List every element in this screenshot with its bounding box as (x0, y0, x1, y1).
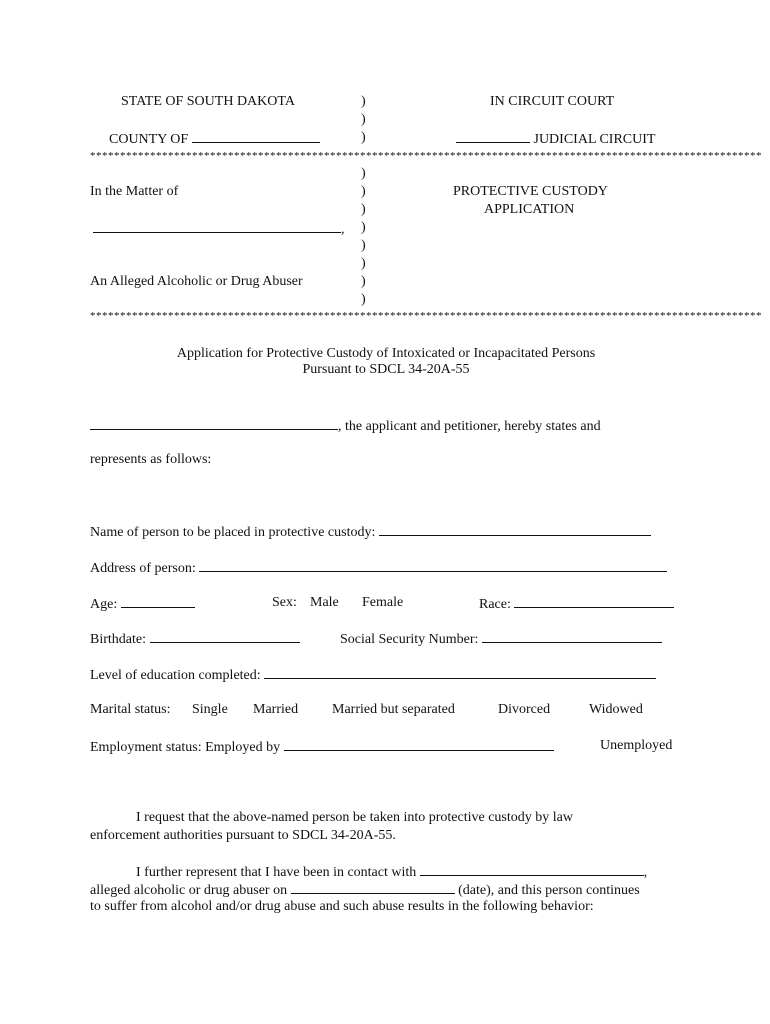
contact-paragraph-line1 (136, 863, 647, 881)
marital-status-label: Marital status: (90, 702, 171, 717)
contact-text: I further represent that I have been in contact with (136, 865, 417, 880)
paren: ) (361, 292, 366, 307)
applicant-line (90, 417, 601, 435)
county-label: COUNTY OF (109, 132, 189, 147)
form-title-line2: APPLICATION (484, 202, 575, 217)
ssn-row (340, 630, 662, 648)
applicant-name-blank[interactable] (90, 417, 338, 430)
court-label: IN CIRCUIT COURT (490, 94, 615, 109)
request-paragraph-line2: enforcement authorities pursuant to SDCL 34-20A-55. (90, 828, 396, 843)
alleged-abuser-label: An Alleged Alcoholic or Drug Abuser (90, 274, 303, 289)
comma: , (643, 865, 648, 880)
person-name-blank[interactable] (379, 523, 651, 536)
comma: , (341, 222, 345, 237)
marital-option-divorced[interactable]: Divorced (498, 702, 551, 717)
state-label: STATE OF SOUTH DAKOTA (121, 94, 295, 109)
birthdate-label: Birthdate: (90, 632, 146, 647)
application-heading-line1: Application for Protective Custody of Intoxicated or Incapacitated Persons (176, 346, 596, 361)
contact-date-suffix: (date), and this person continues (458, 883, 640, 898)
employer-blank[interactable] (284, 738, 554, 751)
paren: ) (361, 202, 366, 217)
employment-row (90, 738, 554, 756)
county-line (109, 130, 320, 148)
person-name-row (90, 523, 651, 541)
person-name-label: Name of person to be placed in protective custody: (90, 525, 376, 540)
ssn-label: Social Security Number: (340, 632, 479, 647)
paren: ) (361, 238, 366, 253)
age-blank[interactable] (121, 595, 195, 608)
paren: ) (361, 94, 366, 109)
age-row (90, 595, 195, 613)
represents-text: represents as follows: (90, 452, 212, 467)
contact-date-blank[interactable] (291, 881, 455, 894)
county-blank[interactable] (192, 130, 320, 143)
respondent-name-line (93, 220, 345, 238)
address-label: Address of person: (90, 561, 196, 576)
race-row (479, 595, 674, 613)
ssn-blank[interactable] (482, 630, 662, 643)
contact-paragraph-line2 (90, 881, 640, 899)
applicant-statement: , the applicant and petitioner, hereby states and (338, 419, 601, 434)
paren: ) (361, 256, 366, 271)
employment-option-unemployed[interactable]: Unemployed (600, 738, 673, 753)
education-label: Level of education completed: (90, 668, 261, 683)
respondent-name-blank[interactable] (93, 220, 341, 233)
contact-date-text: alleged alcoholic or drug abuser on (90, 883, 288, 898)
paren: ) (361, 166, 366, 181)
education-blank[interactable] (264, 666, 656, 679)
paren: ) (361, 274, 366, 289)
marital-option-single[interactable]: Single (192, 702, 228, 717)
application-heading-line2: Pursuant to SDCL 34-20A-55 (302, 362, 470, 377)
race-blank[interactable] (514, 595, 674, 608)
star-divider: **************************************************************************************************************** (90, 310, 762, 322)
star-divider: **************************************************************************************************************** (90, 150, 762, 162)
birthdate-blank[interactable] (150, 630, 300, 643)
employment-label: Employment status: Employed by (90, 740, 281, 755)
sex-option-female[interactable]: Female (362, 595, 404, 610)
sex-label: Sex: (272, 595, 297, 610)
birthdate-row (90, 630, 300, 648)
marital-option-widowed[interactable]: Widowed (589, 702, 643, 717)
paren: ) (361, 112, 366, 127)
age-label: Age: (90, 597, 118, 612)
address-row (90, 559, 667, 577)
contact-paragraph-line3: to suffer from alcohol and/or drug abuse and such abuse results in the following behavior: (90, 899, 594, 914)
education-row (90, 666, 656, 684)
race-label: Race: (479, 597, 511, 612)
paren: ) (361, 184, 366, 199)
marital-option-married[interactable]: Married (253, 702, 299, 717)
paren: ) (361, 220, 366, 235)
sex-option-male[interactable]: Male (310, 595, 339, 610)
in-the-matter-label: In the Matter of (90, 184, 179, 199)
circuit-label: JUDICIAL CIRCUIT (533, 132, 656, 147)
address-blank[interactable] (199, 559, 667, 572)
circuit-blank[interactable] (456, 130, 530, 143)
form-title-line1: PROTECTIVE CUSTODY (453, 184, 608, 199)
contact-person-blank[interactable] (420, 863, 644, 876)
circuit-line (456, 130, 655, 148)
paren: ) (361, 130, 366, 145)
marital-option-separated[interactable]: Married but separated (332, 702, 455, 717)
request-paragraph-line1: I request that the above-named person be taken into protective custody by law (136, 810, 573, 825)
